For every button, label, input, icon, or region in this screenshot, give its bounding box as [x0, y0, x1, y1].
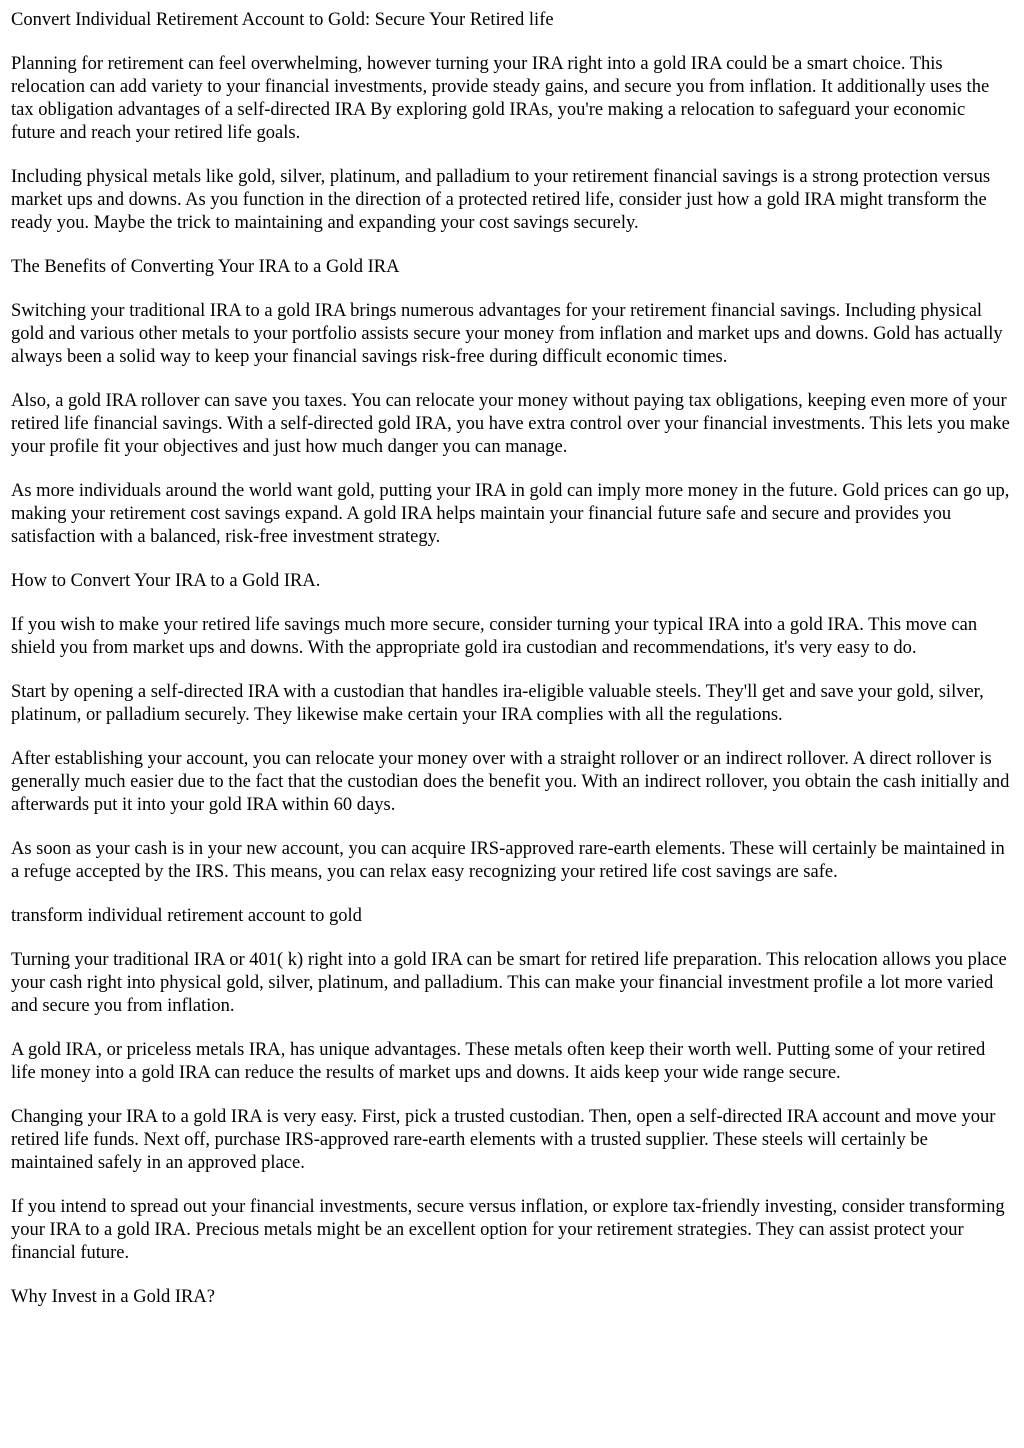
page-title: Convert Individual Retirement Account to Gold: Secure Your Retired life: [11, 10, 554, 30]
paragraph-benefits-3: As more individuals around the world want gold, putting your IRA in gold can imply more money in the future. Gold prices can go up, making your retirement cost savings expand. A gold IRA helps maintain your financial future safe and secure and provides you satisfaction with a balanced, risk-free investment strategy.: [11, 481, 1010, 547]
section-heading-transform: transform individual retirement account to gold: [11, 906, 362, 926]
section-heading-how-to: How to Convert Your IRA to a Gold IRA.: [11, 571, 321, 591]
paragraph-transform-1: Turning your traditional IRA or 401( k) right into a gold IRA can be smart for retired life preparation. This relocation allows you place your cash right into physical gold, silver, platinum, and palladium. This can make your financial investment profile a lot more varied and secure you from inflation.: [11, 950, 1007, 1016]
paragraph-how-to-3: After establishing your account, you can relocate your money over with a straight rollover or an indirect rollover. A direct rollover is generally much easier due to the fact that the custodian does the benefit you. With an indirect rollover, you obtain the cash initially and afterwards put it into your gold IRA within 60 days.: [11, 749, 1010, 815]
paragraph-how-to-4: As soon as your cash is in your new account, you can acquire IRS-approved rare-earth elements. These will certainly be maintained in a refuge accepted by the IRS. This means, you can relax easy recognizing your retired life cost savings are safe.: [11, 839, 1005, 882]
paragraph-benefits-1: Switching your traditional IRA to a gold IRA brings numerous advantages for your retirement financial savings. Including physical gold and various other metals to your portfolio assists secure your money from inflation and market ups and downs. Gold has actually always been a solid way to keep your financial savings risk-free during difficult economic times.: [11, 301, 1003, 367]
paragraph-how-to-1: If you wish to make your retired life savings much more secure, consider turning your typical IRA into a gold IRA. This move can shield you from market ups and downs. With the appropriate gold ira custodian and recommendations, it's very easy to do.: [11, 615, 978, 658]
paragraph-intro-2: Including physical metals like gold, silver, platinum, and palladium to your retirement financial savings is a strong protection versus market ups and downs. As you function in the direction of a protected retired life, consider just how a gold IRA might transform the ready you. Maybe the trick to maintaining and expanding your cost savings securely.: [11, 167, 991, 233]
section-heading-benefits: The Benefits of Converting Your IRA to a Gold IRA: [11, 257, 400, 277]
paragraph-transform-3: Changing your IRA to a gold IRA is very easy. First, pick a trusted custodian. Then, open a self-directed IRA account and move your retired life funds. Next off, purchase IRS-approved rare-earth elements with a trusted supplier. These steels will certainly be maintained safely in an approved place.: [11, 1107, 996, 1173]
paragraph-intro-1: Planning for retirement can feel overwhelming, however turning your IRA right into a gold IRA could be a smart choice. This relocation can add variety to your financial investments, provide steady gains, and secure you from inflation. It additionally uses the tax obligation advantages of a self-directed IRA By exploring gold IRAs, you're making a relocation to safeguard your economic future and reach your retired life goals.: [11, 54, 990, 143]
paragraph-transform-4: If you intend to spread out your financial investments, secure versus inflation, or explore tax-friendly investing, consider transforming your IRA to a gold IRA. Precious metals might be an excellent option for your retirement strategies. They can assist protect your financial future.: [11, 1197, 1005, 1263]
paragraph-benefits-2: Also, a gold IRA rollover can save you taxes. You can relocate your money without paying tax obligations, keeping even more of your retired life financial savings. With a self-directed gold IRA, you have extra control over your financial investments. This lets you make your profile fit your objectives and just how much danger you can manage.: [11, 391, 1010, 457]
section-heading-why-invest: Why Invest in a Gold IRA?: [11, 1287, 215, 1307]
paragraph-transform-2: A gold IRA, or priceless metals IRA, has unique advantages. These metals often keep their worth well. Putting some of your retired life money into a gold IRA can reduce the results of market ups and downs. It aids keep your wide range secure.: [11, 1040, 986, 1083]
paragraph-how-to-2: Start by opening a self-directed IRA with a custodian that handles ira-eligible valuable steels. They'll get and save your gold, silver, platinum, or palladium securely. They likewise make certain your IRA complies with all the regulations.: [11, 682, 984, 725]
